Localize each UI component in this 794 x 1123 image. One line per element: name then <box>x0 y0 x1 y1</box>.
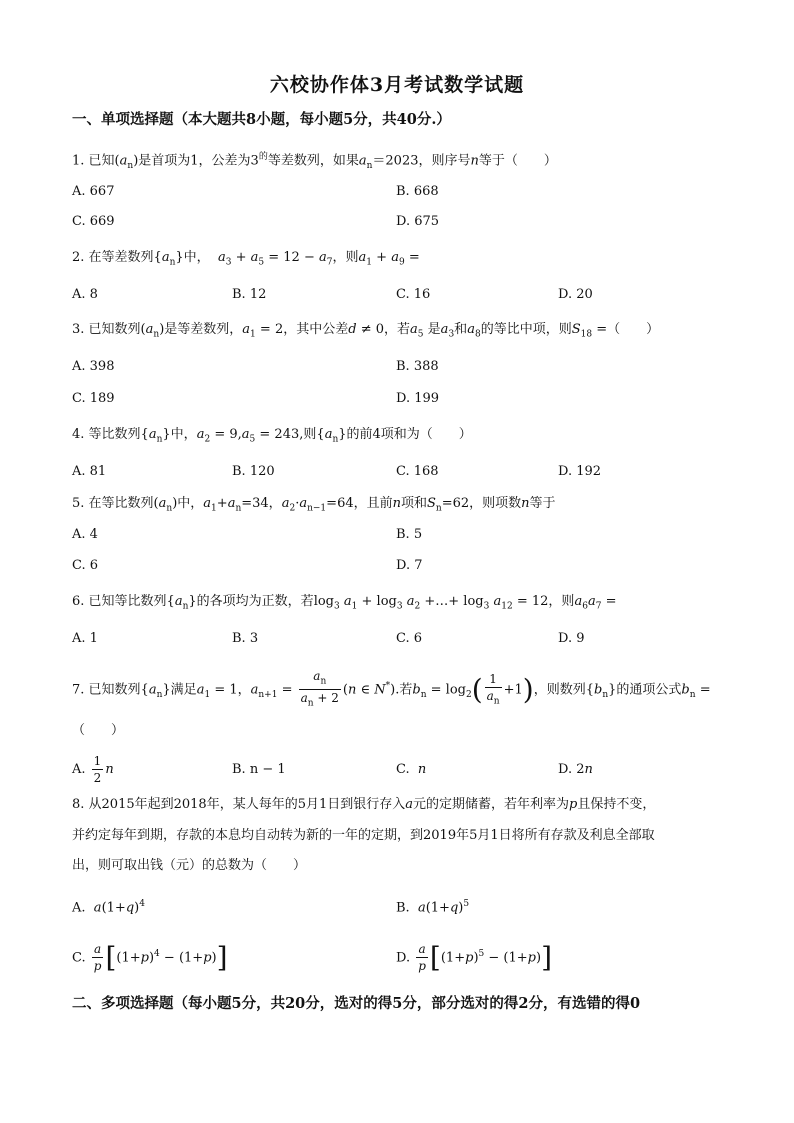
question-4: 4. 等比数列$\{a_n\}$中，$a_2 = 9,a_5 = 243$,则$\{a_n\}$的前4项和为（ ） <box>72 427 472 445</box>
question-5: 5. 在等比数列$(a_n)$中，$a_1+a_n=34$，$a_2\cdot a_{n-1}=64$，且前n项和$S_n=62$，则项数n等于 <box>72 496 556 514</box>
section-heading-multiple-choice: 二、多项选择题（每小题5分，共20分，选对的得5分，部分选对的得2分，有选错的得0 <box>72 995 641 1012</box>
q1-option-c: C. 669 <box>72 214 115 229</box>
section-heading-single-choice: 一、单项选择题（本大题共8小题，每小题5分，共40分.） <box>72 111 451 128</box>
q7-option-a: A. $\frac{1}{2}$ n <box>72 754 114 785</box>
q5-option-b: B. 5 <box>396 527 423 542</box>
q8-option-b: B. $a(1+q)^5$ <box>396 899 470 916</box>
q6-option-c: C. 6 <box>396 631 423 646</box>
q4-option-b: B. 120 <box>232 464 275 479</box>
q2-option-b: B. 12 <box>232 287 267 302</box>
q6-option-d: D. 9 <box>558 631 585 646</box>
q7-option-d: D. 2n <box>558 762 593 777</box>
question-3: 3. 已知数列$(a_n)$是等差数列，$a_1 = 2$，其中公差d ≠ 0，若$a_5$ 是$a_3$和$a_8$的等比中项，则$S_{18}$ =（ ） <box>72 322 660 340</box>
q8-option-d-fraction: $\frac{a}{p}$ <box>418 942 426 974</box>
question-7: 7. 已知数列$\{a_n\}$满足$a_1 = 1$，$a_{n+1}$ = $\frac{a_n}{a_n + 2}$ (n ∈ N*).若$b_n = \log_2$( $\frac{1}{a_n}$ +1)，则数列$\{b_n\}$的通项公式$b_n$ = <box>72 664 711 717</box>
question-2: 2. 在等差数列$\{a_n\}$中， $a_3 + a_5 = 12 - a_7$，则$a_1 + a_9$ = <box>72 250 420 268</box>
q8-option-a: A. $a(1+q)^4$ <box>72 899 145 916</box>
q1-option-b: B. 668 <box>396 184 439 199</box>
q7-option-b: B. n − 1 <box>232 762 286 777</box>
q4-option-d: D. 192 <box>558 464 602 479</box>
q7-option-c: C. n <box>396 762 427 777</box>
question-1: 1. 已知$(a_n)$是首项为1，公差为$3^的$等差数列，如果$a_n=2023$，则序号n等于（ ） <box>72 152 557 171</box>
q8-option-c: C. $\frac{a}{p}$ $[(1+p)^4 - (1+p)]$ <box>72 940 228 974</box>
q7-answer-paren: （ ） <box>72 723 125 738</box>
q6-option-b: B. 3 <box>232 631 259 646</box>
question-6: 6. 已知等比数列$\{a_n\}$的各项均为正数，若$\log_3 a_1 + \log_3 a_2$ +…+ $\log_3 a_{12} = 12$，则$a_6a_7$ = <box>72 594 617 612</box>
q7-option-a-fraction: $\frac{1}{2}$ <box>93 754 102 785</box>
q5-option-d: D. 7 <box>396 558 423 573</box>
q6-option-a: A. 1 <box>72 631 98 646</box>
q4-option-a: A. 81 <box>72 464 107 479</box>
q1-option-d: D. 675 <box>396 214 440 229</box>
q2-option-d: D. 20 <box>558 287 593 302</box>
q7-log-fraction: $\frac{1}{a_n}$ <box>486 671 500 707</box>
q4-option-c: C. 168 <box>396 464 439 479</box>
question-8-line-2: 并约定每年到期，存款的本息均自动转为新的一年的定期，到2019年5月1日将所有存款及利息全部取 <box>72 828 655 843</box>
question-8-line-3: 出，则可取出钱（元）的总数为（ ） <box>72 858 307 873</box>
page-title: 六校协作体3月考试数学试题 <box>269 74 525 96</box>
q5-option-c: C. 6 <box>72 558 99 573</box>
q7-recursion-fraction: $\frac{a_n}{a_n + 2}$ <box>300 668 339 709</box>
q5-option-a: A. 4 <box>72 527 98 542</box>
q8-option-c-fraction: $\frac{a}{p}$ <box>93 942 102 974</box>
q3-option-d: D. 199 <box>396 391 440 406</box>
q3-option-a: A. 398 <box>72 359 115 374</box>
question-8-line-1: 8. 从2015年起到2018年，某人每年的5月1日到银行存入a元的定期储蓄，若年利率为p且保持不变， <box>72 797 656 812</box>
q2-option-a: A. 8 <box>72 287 98 302</box>
q1-option-a: A. 667 <box>72 184 115 199</box>
q2-option-c: C. 16 <box>396 287 431 302</box>
q3-option-c: C. 189 <box>72 391 115 406</box>
q8-option-d: D. $\frac{a}{p}$ $[(1+p)^5 - (1+p)]$ <box>396 940 552 974</box>
q3-option-b: B. 388 <box>396 359 439 374</box>
